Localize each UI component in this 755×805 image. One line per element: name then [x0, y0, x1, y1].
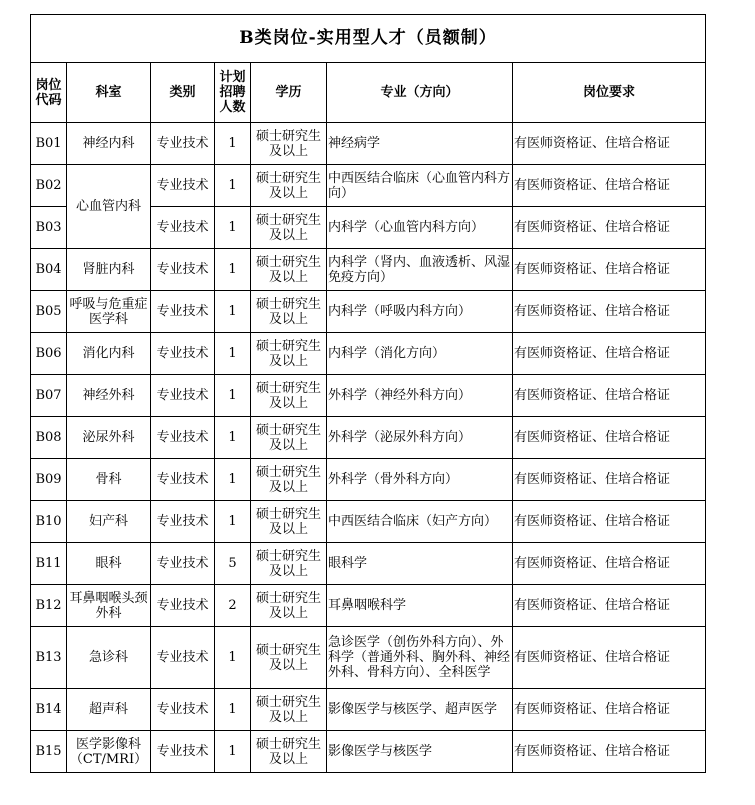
cell-count: 1: [215, 123, 251, 165]
cell-requirement: 有医师资格证、住培合格证: [513, 123, 706, 165]
cell-major: 影像医学与核医学、超声医学: [327, 689, 513, 731]
cell-major: 神经病学: [327, 123, 513, 165]
cell-dept: 急诊科: [67, 627, 151, 689]
header-dept: 科室: [67, 63, 151, 123]
cell-count: 1: [215, 731, 251, 773]
cell-dept: 医学影像科（CT/MRI）: [67, 731, 151, 773]
cell-code: B02: [31, 165, 67, 207]
cell-major: 影像医学与核医学: [327, 731, 513, 773]
table-title: B类岗位-实用型人才（员额制）: [31, 15, 706, 63]
cell-category: 专业技术: [151, 731, 215, 773]
cell-major: 中西医结合临床（妇产方向）: [327, 501, 513, 543]
header-education: 学历: [251, 63, 327, 123]
cell-dept: 神经内科: [67, 123, 151, 165]
cell-category: 专业技术: [151, 459, 215, 501]
cell-major: 外科学（骨外科方向）: [327, 459, 513, 501]
table-row: [31, 585, 706, 627]
cell-count: 1: [215, 375, 251, 417]
cell-education: 硕士研究生及以上: [251, 459, 327, 501]
cell-code: B08: [31, 417, 67, 459]
cell-education: 硕士研究生及以上: [251, 689, 327, 731]
cell-category: 专业技术: [151, 207, 215, 249]
header-major: 专业（方向）: [327, 63, 513, 123]
cell-code: B03: [31, 207, 67, 249]
cell-code: B13: [31, 627, 67, 689]
cell-count: 1: [215, 689, 251, 731]
cell-major: 内科学（呼吸内科方向）: [327, 291, 513, 333]
cell-dept: 超声科: [67, 689, 151, 731]
table-row: [31, 501, 706, 543]
cell-major: 外科学（泌尿外科方向）: [327, 417, 513, 459]
cell-requirement: 有医师资格证、住培合格证: [513, 375, 706, 417]
cell-dept: 妇产科: [67, 501, 151, 543]
cell-major: 内科学（消化方向）: [327, 333, 513, 375]
cell-education: 硕士研究生及以上: [251, 207, 327, 249]
cell-dept: 眼科: [67, 543, 151, 585]
cell-education: 硕士研究生及以上: [251, 543, 327, 585]
header-code: 岗位代码: [31, 63, 67, 123]
cell-category: 专业技术: [151, 501, 215, 543]
cell-category: 专业技术: [151, 543, 215, 585]
table-row: [31, 689, 706, 731]
table-row: [31, 543, 706, 585]
cell-count: 1: [215, 291, 251, 333]
cell-major: 眼科学: [327, 543, 513, 585]
cell-education: 硕士研究生及以上: [251, 123, 327, 165]
cell-education: 硕士研究生及以上: [251, 291, 327, 333]
cell-code: B04: [31, 249, 67, 291]
cell-code: B10: [31, 501, 67, 543]
cell-requirement: 有医师资格证、住培合格证: [513, 333, 706, 375]
cell-requirement: 有医师资格证、住培合格证: [513, 459, 706, 501]
cell-dept: 呼吸与危重症医学科: [67, 291, 151, 333]
cell-major: 急诊医学（创伤外科方向）、外科学（普通外科、胸外科、神经外科、骨科方向）、全科医学: [327, 627, 513, 689]
cell-category: 专业技术: [151, 333, 215, 375]
table-row: [31, 165, 706, 207]
cell-count: 1: [215, 165, 251, 207]
table-row: [31, 627, 706, 689]
cell-count: 5: [215, 543, 251, 585]
cell-dept: 耳鼻咽喉头颈外科: [67, 585, 151, 627]
cell-count: 1: [215, 501, 251, 543]
cell-category: 专业技术: [151, 249, 215, 291]
cell-dept: 神经外科: [67, 375, 151, 417]
header-count: 计划招聘人数: [215, 63, 251, 123]
cell-requirement: 有医师资格证、住培合格证: [513, 417, 706, 459]
cell-category: 专业技术: [151, 291, 215, 333]
table-row: [31, 417, 706, 459]
cell-count: 1: [215, 249, 251, 291]
cell-major: 内科学（肾内、血液透析、风湿免疫方向）: [327, 249, 513, 291]
cell-category: 专业技术: [151, 123, 215, 165]
cell-education: 硕士研究生及以上: [251, 417, 327, 459]
cell-category: 专业技术: [151, 375, 215, 417]
table-row: [31, 375, 706, 417]
table-row: [31, 249, 706, 291]
cell-category: 专业技术: [151, 585, 215, 627]
table-body: [31, 123, 706, 773]
cell-major: 耳鼻咽喉科学: [327, 585, 513, 627]
cell-education: 硕士研究生及以上: [251, 333, 327, 375]
table-row: [31, 291, 706, 333]
cell-count: 1: [215, 459, 251, 501]
header-row: [31, 63, 706, 123]
table-row: [31, 333, 706, 375]
cell-code: B11: [31, 543, 67, 585]
cell-count: 1: [215, 333, 251, 375]
cell-code: B07: [31, 375, 67, 417]
cell-code: B15: [31, 731, 67, 773]
cell-code: B14: [31, 689, 67, 731]
cell-dept: 泌尿外科: [67, 417, 151, 459]
cell-requirement: 有医师资格证、住培合格证: [513, 207, 706, 249]
cell-code: B12: [31, 585, 67, 627]
cell-category: 专业技术: [151, 165, 215, 207]
cell-requirement: 有医师资格证、住培合格证: [513, 249, 706, 291]
cell-major: 中西医结合临床（心血管内科方向）: [327, 165, 513, 207]
cell-requirement: 有医师资格证、住培合格证: [513, 165, 706, 207]
cell-code: B01: [31, 123, 67, 165]
cell-education: 硕士研究生及以上: [251, 627, 327, 689]
cell-education: 硕士研究生及以上: [251, 501, 327, 543]
cell-requirement: 有医师资格证、住培合格证: [513, 543, 706, 585]
positions-table: [30, 14, 706, 773]
cell-education: 硕士研究生及以上: [251, 731, 327, 773]
cell-dept: 心血管内科: [67, 165, 151, 249]
cell-category: 专业技术: [151, 627, 215, 689]
header-category: 类别: [151, 63, 215, 123]
table-row: [31, 123, 706, 165]
cell-code: B05: [31, 291, 67, 333]
cell-code: B09: [31, 459, 67, 501]
cell-count: 1: [215, 207, 251, 249]
cell-major: 外科学（神经外科方向）: [327, 375, 513, 417]
cell-count: 2: [215, 585, 251, 627]
cell-requirement: 有医师资格证、住培合格证: [513, 689, 706, 731]
table-row: [31, 731, 706, 773]
cell-major: 内科学（心血管内科方向）: [327, 207, 513, 249]
cell-dept: 消化内科: [67, 333, 151, 375]
cell-dept: 肾脏内科: [67, 249, 151, 291]
cell-requirement: 有医师资格证、住培合格证: [513, 627, 706, 689]
table-row: [31, 459, 706, 501]
cell-requirement: 有医师资格证、住培合格证: [513, 585, 706, 627]
cell-education: 硕士研究生及以上: [251, 249, 327, 291]
cell-education: 硕士研究生及以上: [251, 165, 327, 207]
cell-requirement: 有医师资格证、住培合格证: [513, 501, 706, 543]
cell-count: 1: [215, 417, 251, 459]
header-requirement: 岗位要求: [513, 63, 706, 123]
cell-category: 专业技术: [151, 689, 215, 731]
cell-requirement: 有医师资格证、住培合格证: [513, 731, 706, 773]
cell-dept: 骨科: [67, 459, 151, 501]
cell-count: 1: [215, 627, 251, 689]
cell-category: 专业技术: [151, 417, 215, 459]
cell-code: B06: [31, 333, 67, 375]
cell-education: 硕士研究生及以上: [251, 585, 327, 627]
cell-education: 硕士研究生及以上: [251, 375, 327, 417]
cell-requirement: 有医师资格证、住培合格证: [513, 291, 706, 333]
